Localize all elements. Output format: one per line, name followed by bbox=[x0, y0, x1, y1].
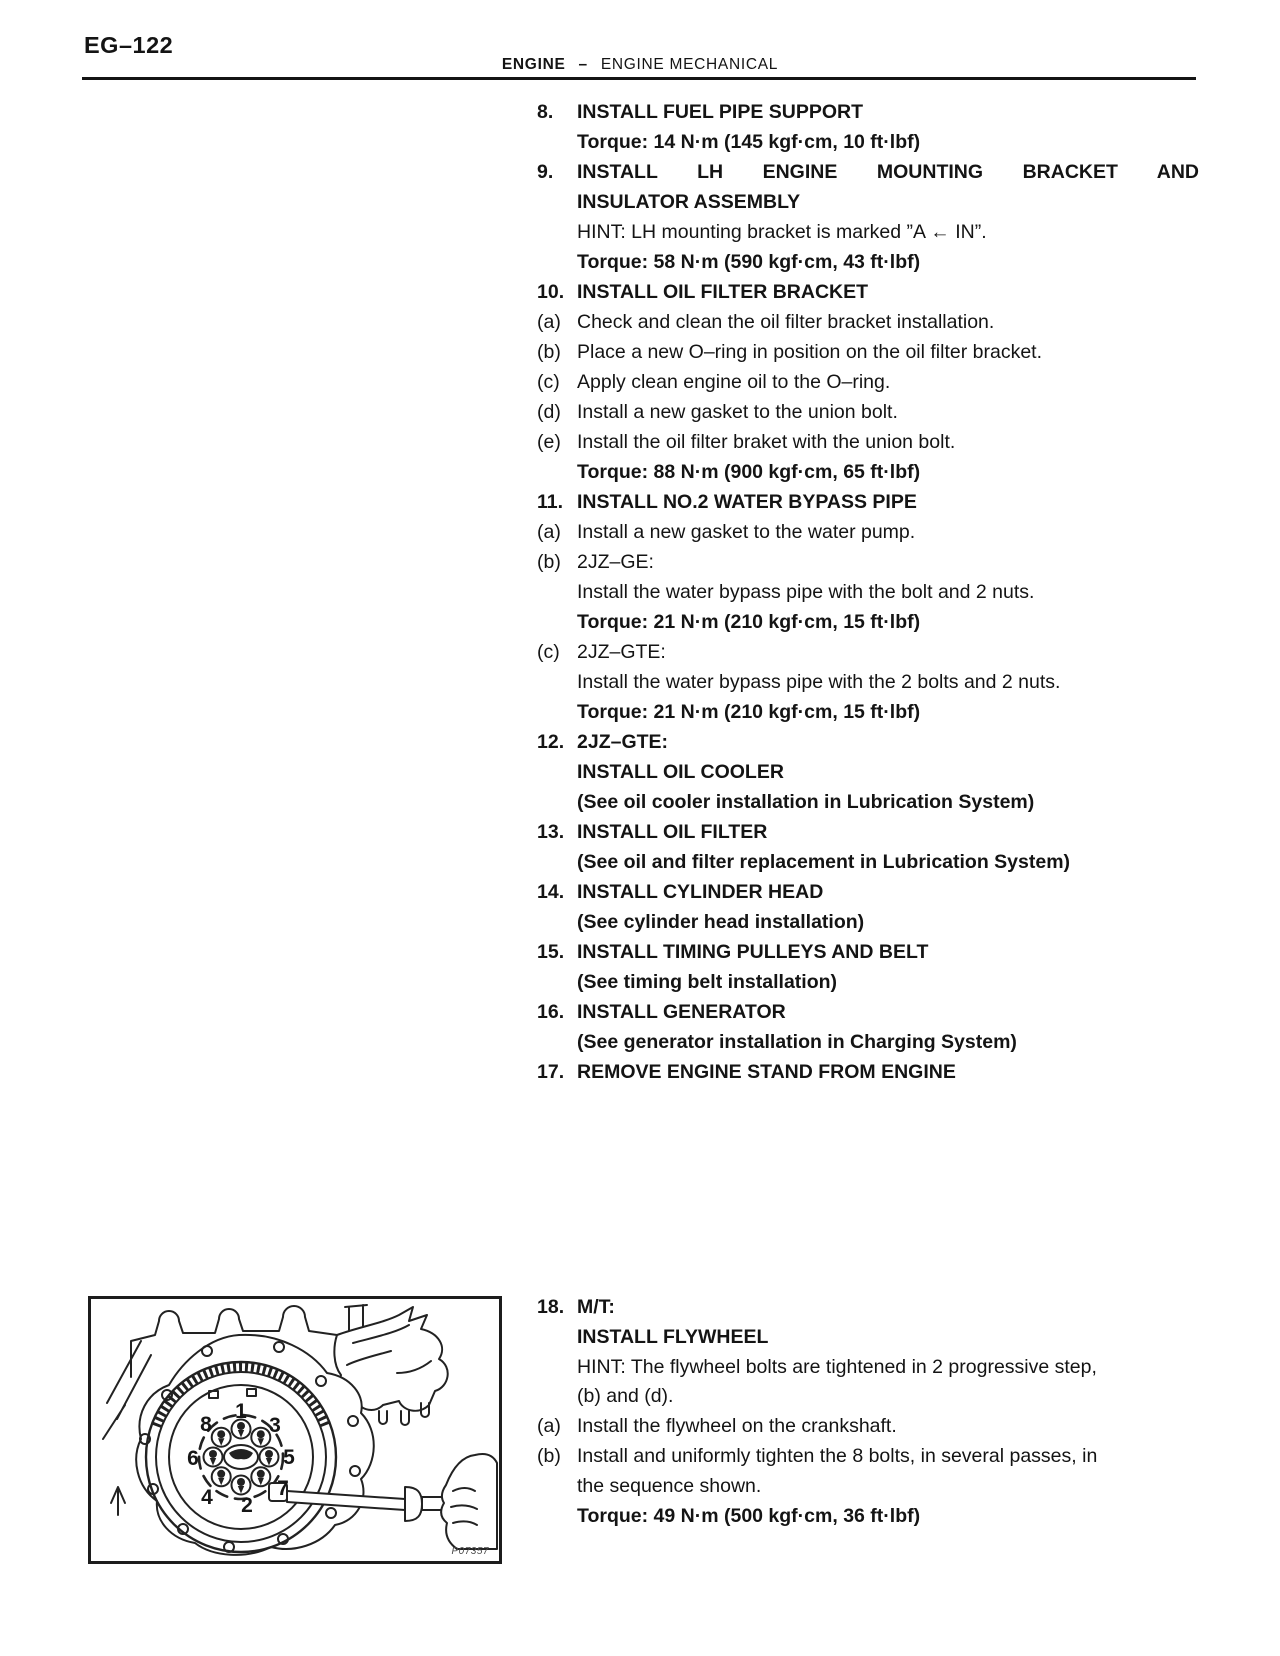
row-label: (c) bbox=[537, 371, 560, 393]
row-label bbox=[537, 247, 577, 277]
row-label: (e) bbox=[537, 431, 561, 453]
header-subsection: ENGINE MECHANICAL bbox=[600, 56, 779, 73]
row-text: 2JZ–GE: bbox=[577, 551, 654, 573]
row-text: INSTALL OIL FILTER BRACKET bbox=[577, 281, 869, 303]
row-text: Install the flywheel on the crankshaft. bbox=[577, 1415, 897, 1438]
row-label: 11. bbox=[537, 491, 564, 513]
row-label: (a) bbox=[537, 1415, 561, 1438]
bolt-number-label: 7 bbox=[277, 1477, 289, 1500]
row-label bbox=[537, 1502, 577, 1532]
row-text: HINT: The flywheel bolts are tightened in 2 progressive step, bbox=[577, 1355, 1097, 1378]
row-text: Apply clean engine oil to the O–ring. bbox=[577, 371, 891, 393]
row-text: Place a new O–ring in position on the oil filter bracket. bbox=[577, 341, 1043, 363]
row-label: 13. bbox=[537, 821, 565, 843]
row-label bbox=[537, 1472, 577, 1502]
row-label: (a) bbox=[537, 311, 561, 333]
row-label: (b) bbox=[537, 1444, 561, 1467]
figure-code: P07357 bbox=[451, 1546, 489, 1557]
bolt-number-label: 6 bbox=[187, 1447, 199, 1470]
row-text: INSULATOR ASSEMBLY bbox=[577, 191, 801, 213]
row-label: (b) bbox=[537, 551, 561, 573]
page-code: EG–122 bbox=[84, 32, 174, 58]
row-text: Install the oil filter braket with the union bolt. bbox=[577, 431, 956, 453]
row-label bbox=[537, 787, 577, 817]
bolt-number-label: 4 bbox=[201, 1486, 213, 1509]
row-label: 10. bbox=[537, 281, 565, 303]
procedure-row bbox=[537, 367, 1199, 397]
row-label bbox=[537, 607, 577, 637]
row-label: (d) bbox=[537, 401, 561, 423]
row-label bbox=[537, 577, 577, 607]
row-text: INSTALL FUEL PIPE SUPPORT bbox=[577, 101, 864, 123]
bolt-number-label: 8 bbox=[200, 1413, 212, 1436]
row-label: (a) bbox=[537, 521, 561, 543]
procedure-row bbox=[537, 907, 1199, 937]
row-text: INSTALL FLYWHEEL bbox=[577, 1325, 769, 1348]
procedure-row bbox=[537, 577, 1199, 607]
row-label bbox=[537, 757, 577, 787]
procedure-row bbox=[537, 877, 1199, 907]
corner-arrow-mark bbox=[111, 1487, 125, 1515]
wrench-flange bbox=[405, 1487, 422, 1521]
row-label: 15. bbox=[537, 941, 565, 963]
procedure-row bbox=[537, 817, 1199, 847]
procedure-row bbox=[537, 217, 1199, 247]
row-text: INSTALL TIMING PULLEYS AND BELT bbox=[577, 941, 929, 963]
row-label bbox=[537, 967, 577, 997]
flywheel-figure bbox=[88, 1296, 502, 1564]
row-label bbox=[537, 697, 577, 727]
row-text: Torque: 58 N·m (590 kgf·cm, 43 ft·lbf) bbox=[577, 251, 921, 273]
procedure-row bbox=[537, 337, 1199, 367]
flywheel-illustration bbox=[91, 1299, 499, 1561]
row-label bbox=[537, 907, 577, 937]
procedure-row bbox=[537, 157, 1199, 187]
row-label bbox=[537, 217, 577, 247]
row-text: (See oil cooler installation in Lubrication System) bbox=[577, 791, 1035, 813]
procedure-row bbox=[537, 937, 1199, 967]
row-label: (b) bbox=[537, 341, 561, 363]
row-text: (See timing belt installation) bbox=[577, 971, 838, 993]
procedure-row bbox=[537, 1057, 1199, 1087]
procedure-row bbox=[537, 847, 1199, 877]
row-text: 2JZ–GTE: bbox=[577, 641, 666, 663]
procedure-row bbox=[537, 727, 1199, 757]
row-text: Torque: 21 N·m (210 kgf·cm, 15 ft·lbf) bbox=[577, 611, 921, 633]
procedure-row bbox=[537, 667, 1199, 697]
procedure-row bbox=[537, 1412, 1199, 1442]
row-label bbox=[537, 847, 577, 877]
row-text: the sequence shown. bbox=[577, 1474, 762, 1497]
procedure-list bbox=[537, 97, 1199, 1087]
row-text: M/T: bbox=[577, 1296, 615, 1318]
procedure-row bbox=[537, 1027, 1199, 1057]
row-text: INSTALL CYLINDER HEAD bbox=[577, 881, 824, 903]
procedure-list-flywheel bbox=[537, 1293, 1199, 1531]
bolt-number-label: 1 bbox=[235, 1400, 247, 1423]
row-label bbox=[537, 187, 577, 217]
row-label: 12. bbox=[537, 731, 565, 753]
row-label bbox=[537, 1353, 577, 1383]
row-text: Torque: 88 N·m (900 kgf·cm, 65 ft·lbf) bbox=[577, 461, 921, 483]
row-label bbox=[537, 667, 577, 697]
procedure-row bbox=[537, 757, 1199, 787]
procedure-row bbox=[537, 487, 1199, 517]
row-text: INSTALL NO.2 WATER BYPASS PIPE bbox=[577, 491, 917, 513]
procedure-row bbox=[537, 97, 1199, 127]
header-rule bbox=[82, 77, 1196, 80]
row-label bbox=[537, 457, 577, 487]
bolt-number-label: 2 bbox=[241, 1494, 253, 1517]
row-label: (c) bbox=[537, 641, 560, 663]
procedure-row bbox=[537, 1382, 1199, 1412]
row-text: (See generator installation in Charging System) bbox=[577, 1031, 1017, 1053]
row-label: 14. bbox=[537, 881, 565, 903]
procedure-row bbox=[537, 457, 1199, 487]
procedure-row bbox=[537, 1502, 1199, 1532]
row-text: (b) and (d). bbox=[577, 1385, 674, 1408]
procedure-row bbox=[537, 547, 1199, 577]
header-separator: – bbox=[578, 56, 588, 73]
procedure-row bbox=[537, 397, 1199, 427]
row-text: Install and uniformly tighten the 8 bolts, in several passes, in bbox=[577, 1444, 1098, 1467]
row-label bbox=[537, 1027, 577, 1057]
row-text: INSTALL LH ENGINE MOUNTING BRACKET AND bbox=[577, 161, 1199, 183]
row-text: Install the water bypass pipe with the 2 bolts and 2 nuts. bbox=[577, 671, 1061, 693]
procedure-row bbox=[537, 1323, 1199, 1353]
row-label: 9. bbox=[537, 161, 554, 183]
procedure-row bbox=[537, 607, 1199, 637]
row-label bbox=[537, 127, 577, 157]
row-text: Install a new gasket to the water pump. bbox=[577, 521, 916, 543]
row-text: INSTALL OIL COOLER bbox=[577, 761, 784, 783]
procedure-row bbox=[537, 967, 1199, 997]
procedure-row bbox=[537, 997, 1199, 1027]
row-text: Install a new gasket to the union bolt. bbox=[577, 401, 898, 423]
bolt-number-label: 5 bbox=[283, 1446, 295, 1469]
row-label bbox=[537, 1323, 577, 1353]
procedure-row bbox=[537, 1472, 1199, 1502]
header-section: ENGINE bbox=[501, 56, 566, 73]
procedure-row bbox=[537, 307, 1199, 337]
procedure-row bbox=[537, 187, 1199, 217]
hand-outline bbox=[441, 1454, 497, 1549]
procedure-row bbox=[537, 517, 1199, 547]
row-label bbox=[537, 1382, 577, 1412]
procedure-row bbox=[537, 787, 1199, 817]
row-text: (See oil and filter replacement in Lubrication System) bbox=[577, 851, 1071, 873]
row-label: 8. bbox=[537, 101, 554, 123]
row-text: Torque: 14 N·m (145 kgf·cm, 10 ft·lbf) bbox=[577, 131, 921, 153]
page-header bbox=[0, 56, 1280, 74]
bolt-number-label: 3 bbox=[269, 1414, 281, 1437]
procedure-row bbox=[537, 1293, 1199, 1323]
row-text: Torque: 49 N·m (500 kgf·cm, 36 ft·lbf) bbox=[577, 1504, 921, 1527]
row-text: INSTALL GENERATOR bbox=[577, 1001, 786, 1023]
procedure-row bbox=[537, 697, 1199, 727]
row-text: 2JZ–GTE: bbox=[577, 731, 669, 753]
procedure-row bbox=[537, 247, 1199, 277]
row-label: 17. bbox=[537, 1061, 565, 1083]
row-text: Torque: 21 N·m (210 kgf·cm, 15 ft·lbf) bbox=[577, 701, 921, 723]
procedure-row bbox=[537, 277, 1199, 307]
procedure-row bbox=[537, 1353, 1199, 1383]
row-label: 18. bbox=[537, 1296, 565, 1318]
row-text: (See cylinder head installation) bbox=[577, 911, 865, 933]
procedure-row bbox=[537, 427, 1199, 457]
row-text: HINT: LH mounting bracket is marked ”A ← IN”. bbox=[577, 221, 987, 243]
row-label: 16. bbox=[537, 1001, 565, 1023]
row-text: INSTALL OIL FILTER bbox=[577, 821, 768, 843]
row-text: Install the water bypass pipe with the bolt and 2 nuts. bbox=[577, 581, 1035, 603]
row-text: Check and clean the oil filter bracket installation. bbox=[577, 311, 995, 333]
row-text: REMOVE ENGINE STAND FROM ENGINE bbox=[577, 1061, 956, 1083]
procedure-row bbox=[537, 127, 1199, 157]
procedure-row bbox=[537, 1442, 1199, 1472]
procedure-row bbox=[537, 637, 1199, 667]
